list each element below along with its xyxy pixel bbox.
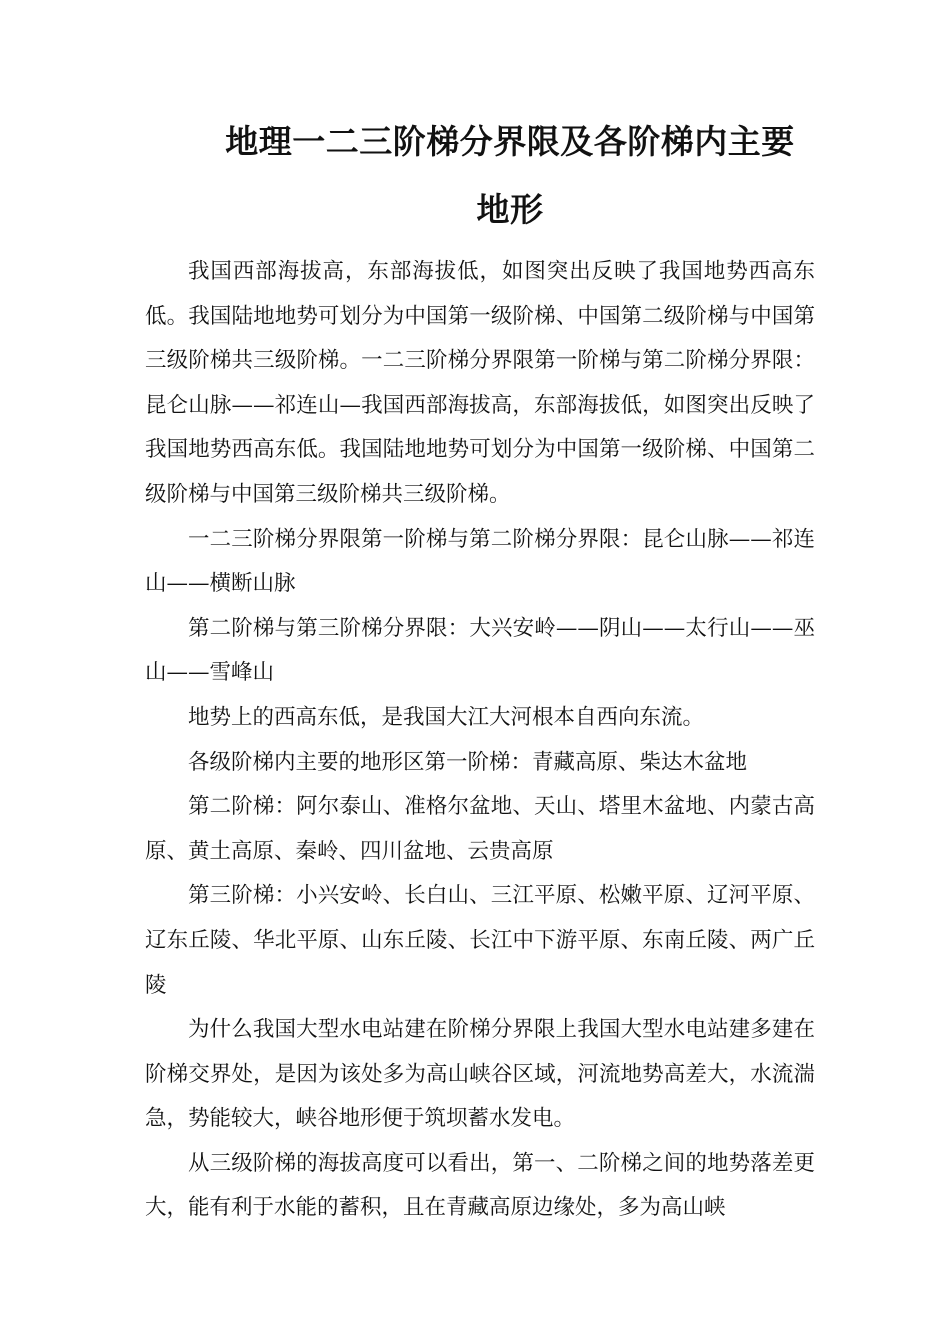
document-title-line-2: 地形 — [476, 190, 544, 229]
paragraph-1: 我国西部海拔高，东部海拔低，如图突出反映了我国地势西高东低。我国陆地地势可划分为中国第一级阶梯、中国第二级阶梯与中国第三级阶梯共三级阶梯。一二三阶梯分界限第一阶梯与第二阶梯分界限：昆仑山脉——祁连山—我国西部海拔高，东部海拔低，如图突出反映了我国地势西高东低。我国陆地地势可划分为中国第一级阶梯、中国第二级阶梯与中国第三级阶梯共三级阶梯。 — [145, 259, 815, 507]
paragraph-3: 第二阶梯与第三阶梯分界限：大兴安岭——阴山——太行山——巫山——雪峰山 — [145, 615, 815, 686]
paragraph-5: 各级阶梯内主要的地形区第一阶梯：青藏高原、柴达木盆地 — [188, 749, 748, 775]
document-body — [145, 250, 815, 1231]
paragraph-8: 为什么我国大型水电站建在阶梯分界限上我国大型水电站建多建在阶梯交界处，是因为该处多为高山峡谷区域，河流地势高差大，水流湍急，势能较大，峡谷地形便于筑坝蓄水发电。 — [145, 1017, 815, 1132]
paragraph-6: 第二阶梯：阿尔泰山、准格尔盆地、天山、塔里木盆地、内蒙古高原、黄土高原、秦岭、四川盆地、云贵高原 — [145, 794, 815, 864]
paragraph-4: 地势上的西高东低，是我国大江大河根本自西向东流。 — [188, 704, 705, 730]
paragraph-7: 第三阶梯：小兴安岭、长白山、三江平原、松嫩平原、辽河平原、辽东丘陵、华北平原、山东丘陵、长江中下游平原、东南丘陵、两广丘陵 — [145, 883, 815, 998]
paragraph-2: 一二三阶梯分界限第一阶梯与第二阶梯分界限：昆仑山脉——祁连山——横断山脉 — [145, 526, 815, 597]
document-title-line-1: 地理一二三阶梯分界限及各阶梯内主要 — [225, 122, 795, 161]
paragraph-9: 从三级阶梯的海拔高度可以看出，第一、二阶梯之间的地势落差更大，能有利于水能的蓄积，且在青藏高原边缘处，多为高山峡 — [145, 1150, 815, 1221]
